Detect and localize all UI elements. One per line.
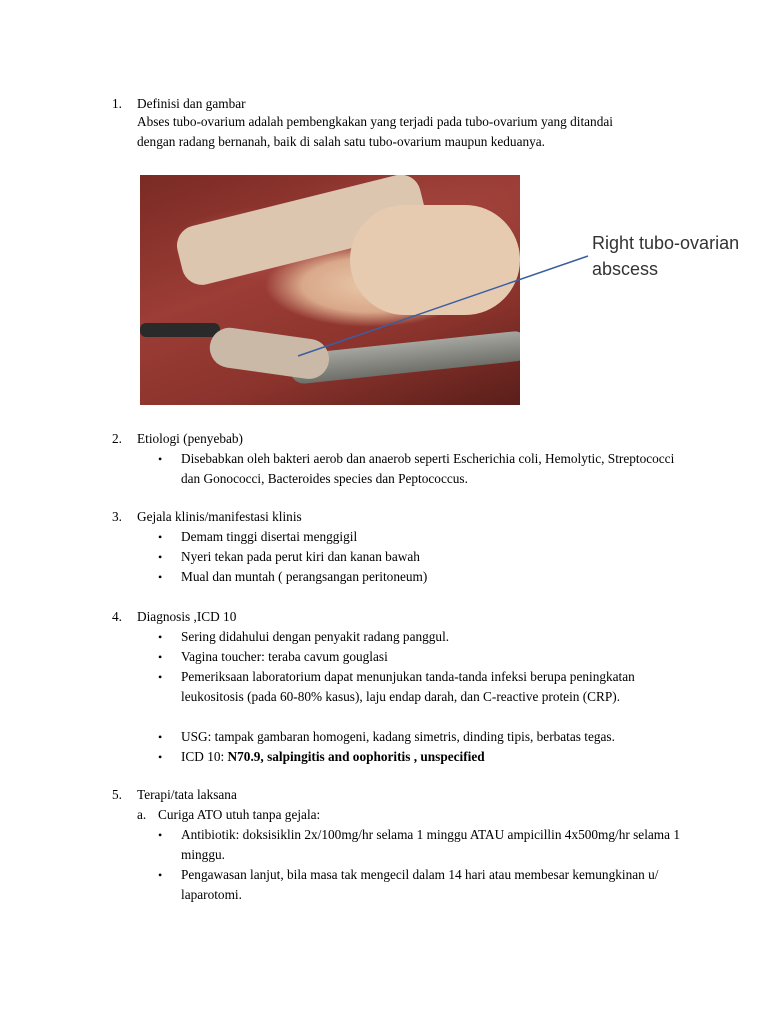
photo-tissue	[207, 325, 331, 381]
bullet-marker: •	[158, 750, 163, 764]
section-4-bullet-3: Pemeriksaan laboratorium dapat menunjukan tanda-tanda infeksi berupa peningkatan leukositosis (pada 60-80% kasus), laju endap darah, dan C-reactive protein (CRP).	[181, 669, 635, 704]
section-1-paragraph-line-2: dengan radang bernanah, baik di salah satu tubo-ovarium maupun keduanya.	[137, 134, 546, 149]
section-1-paragraph-line-1: Abses tubo-ovarium adalah pembengkakan yang terjadi pada tubo-ovarium yang ditandai	[137, 114, 613, 129]
icd-code: N70.9, salpingitis and oophoritis , unspecified	[227, 749, 485, 764]
laparoscopy-photo	[140, 175, 520, 405]
section-5-bullet-1: Antibiotik: doksisiklin 2x/100mg/hr selama 1 minggu ATAU ampicillin 4x500mg/hr selama 1 minggu.	[181, 827, 681, 862]
section-4-bullet-4: USG: tampak gambaran homogeni, kadang simetris, dinding tipis, berbatas tegas.	[181, 729, 615, 744]
section-1-number: 1.	[112, 96, 122, 111]
section-2-heading: Etiologi (penyebab)	[137, 431, 243, 446]
section-3-heading: Gejala klinis/manifestasi klinis	[137, 509, 302, 524]
figure-caption: Right tubo-ovarian abscess	[592, 233, 740, 279]
bullet-marker: •	[158, 670, 163, 684]
bullet-marker: •	[158, 550, 163, 564]
bullet-marker: •	[158, 570, 163, 584]
section-3-bullet-2: Nyeri tekan pada perut kiri dan kanan bawah	[181, 549, 420, 564]
photo-grasper-instrument	[140, 323, 220, 337]
bullet-marker: •	[158, 650, 163, 664]
section-4-bullet-2: Vagina toucher: teraba cavum gouglasi	[181, 649, 388, 664]
section-5-number: 5.	[112, 787, 122, 802]
section-4-number: 4.	[112, 609, 122, 624]
section-3-bullet-1: Demam tinggi disertai menggigil	[181, 529, 358, 544]
icd-prefix: ICD 10:	[181, 749, 228, 764]
section-4-heading: Diagnosis ,ICD 10	[137, 609, 237, 624]
section-1-heading: Definisi dan gambar	[137, 96, 246, 111]
section-5-heading: Terapi/tata laksana	[137, 787, 237, 802]
section-4-icd-line	[181, 747, 691, 767]
section-4-bullet-1: Sering didahului dengan penyakit radang panggul.	[181, 629, 450, 644]
section-5-bullet-2: Pengawasan lanjut, bila masa tak mengecil dalam 14 hari atau membesar kemungkinan u/ laparotomi.	[181, 867, 659, 902]
bullet-marker: •	[158, 868, 163, 882]
photo-ovary-mass	[350, 205, 520, 315]
bullet-marker: •	[158, 828, 163, 842]
bullet-marker: •	[158, 730, 163, 744]
bullet-marker: •	[158, 530, 163, 544]
bullet-marker: •	[158, 630, 163, 644]
section-5-sub-heading: Curiga ATO utuh tanpa gejala:	[158, 807, 321, 822]
section-3-bullet-3: Mual dan muntah ( perangsangan peritoneum)	[181, 569, 428, 584]
section-5-sub-letter: a.	[137, 807, 147, 822]
section-3-number: 3.	[112, 509, 122, 524]
bullet-marker: •	[158, 452, 163, 466]
section-2-number: 2.	[112, 431, 122, 446]
section-2-bullet-1: Disebabkan oleh bakteri aerob dan anaerob seperti Escherichia coli, Hemolytic, Streptococci dan Gonococci, Bacteroides species dan Peptococcus.	[181, 451, 675, 486]
